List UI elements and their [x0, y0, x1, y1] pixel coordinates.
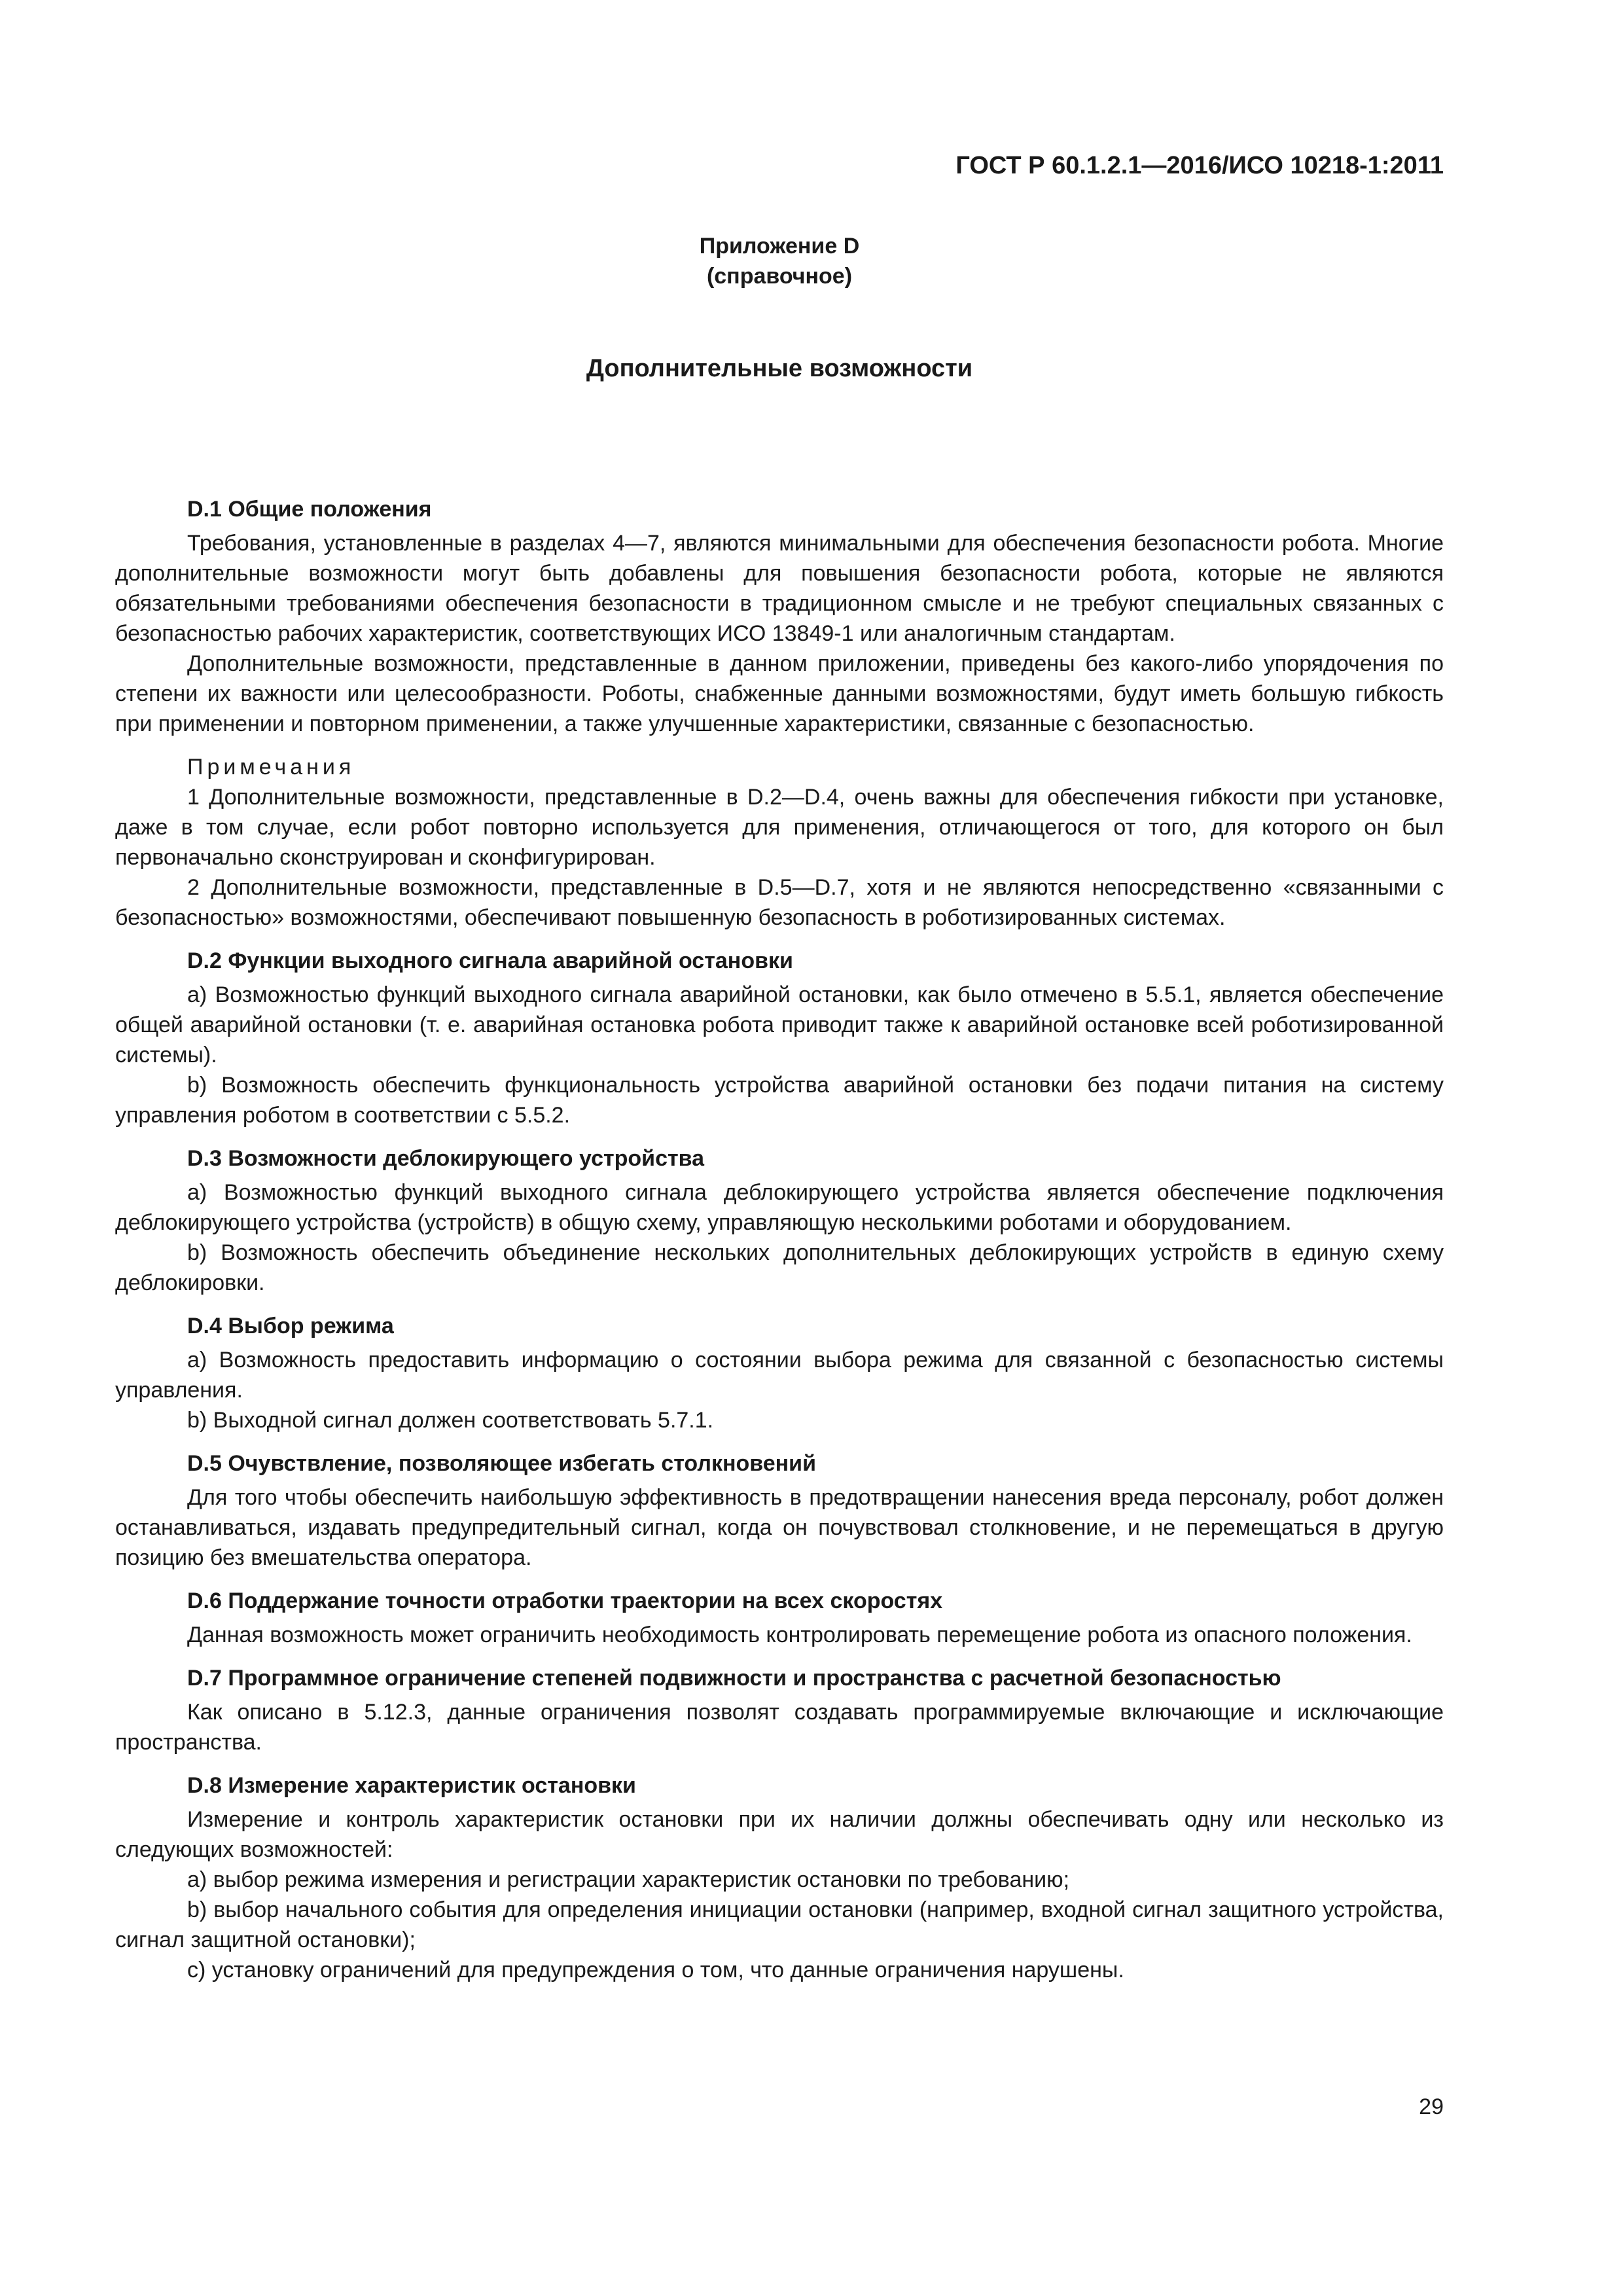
annex-title: Дополнительные возможности [586, 355, 973, 382]
list-item: а) Возможностью функций выходного сигнала деблокирующего устройства является обеспечение подключения деблокирующего устройства (устройств) в общую схему, управляющую несколькими роботами и оборудованием. [115, 1180, 1444, 1235]
section-d7 [115, 1663, 1444, 1757]
paragraph: Как описано в 5.12.3, данные ограничения позволят создавать программируемые включающие и исключающие пространства. [115, 1700, 1444, 1755]
section-d5 [115, 1448, 1444, 1573]
standard-code: ГОСТ Р 60.1.2.1—2016/ИСО 10218-1:2011 [955, 152, 1444, 179]
note-item: 2 Дополнительные возможности, представленные в D.5—D.7, хотя и не являются непосредственно «связанными с безопасностью» возможностями, обеспечивают повышенную безопасность в роботизированных системах. [115, 875, 1444, 930]
section-heading: D.6 Поддержание точности отработки траектории на всех скоростях [187, 1588, 943, 1613]
section-heading: D.3 Возможности деблокирующего устройства [187, 1146, 704, 1171]
list-item: b) Выходной сигнал должен соответствовать 5.7.1. [187, 1408, 714, 1433]
section-d6 [115, 1586, 1444, 1650]
list-item: с) установку ограничений для предупреждения о том, что данные ограничения нарушены. [187, 1958, 1124, 1982]
paragraph: Измерение и контроль характеристик остановки при их наличии должны обеспечивать одну или несколько из следующих возможностей: [115, 1807, 1444, 1862]
note-item: 1 Дополнительные возможности, представленные в D.2—D.4, очень важны для обеспечения гибкости при установке, даже в том случае, если робот повторно используется для применения, отличающегося от того, для которого он был первоначально сконструирован и сконфигурирован. [115, 785, 1444, 870]
section-d1 [115, 494, 1444, 933]
list-item: b) выбор начального события для определения инициации остановки (например, входной сигнал защитного устройства, сигнал защитной остановки); [115, 1897, 1444, 1952]
annex-label: Приложение D [699, 234, 860, 259]
section-heading: D.1 Общие положения [187, 497, 432, 522]
list-item: а) выбор режима измерения и регистрации характеристик остановки по требованию; [187, 1867, 1070, 1892]
paragraph: Требования, установленные в разделах 4—7, являются минимальными для обеспечения безопасности робота. Многие дополнительные возможности могут быть добавлены для повышения безопасности робота, которые не являются обязательными требованиями обеспечения безопасности в традиционном смысле и не требуют специальных связанных с безопасностью рабочих характеристик, соответствующих ИСО 13849-1 или аналогичным стандартам. [115, 531, 1444, 646]
paragraph: Дополнительные возможности, представленные в данном приложении, приведены без какого-либо упорядочения по степени их важности или целесообразности. Роботы, снабженные данными возможностями, будут иметь большую гибкость при применении и повторном применении, а также улучшенные характеристики, связанные с безопасностью. [115, 651, 1444, 736]
list-item: а) Возможность предоставить информацию о состоянии выбора режима для связанной с безопасностью системы управления. [115, 1348, 1444, 1403]
paragraph: Для того чтобы обеспечить наибольшую эффективность в предотвращении нанесения вреда персоналу, робот должен останавливаться, издавать предупредительный сигнал, когда он почувствовал столкновение, и не перемещаться в другую позицию без вмешательства оператора. [115, 1485, 1444, 1570]
section-heading: D.7 Программное ограничение степеней подвижности и пространства с расчетной безопасностью [187, 1666, 1281, 1691]
notes-heading: Примечания [187, 755, 355, 780]
section-d8 [115, 1770, 1444, 1985]
annex-header [115, 231, 1444, 291]
paragraph: Данная возможность может ограничить необходимость контролировать перемещение робота из опасного положения. [187, 1623, 1412, 1647]
section-d4 [115, 1311, 1444, 1435]
page-number: 29 [1419, 2094, 1444, 2119]
section-d2 [115, 946, 1444, 1130]
spacer [115, 739, 1444, 752]
section-heading: D.4 Выбор режима [187, 1314, 394, 1338]
list-item: а) Возможностью функций выходного сигнала аварийной остановки, как было отмечено в 5.5.1, является обеспечение общей аварийной остановки (т. е. аварийная остановка робота приводит также к аварийной остановке всей роботизированной системы). [115, 982, 1444, 1067]
list-item: b) Возможность обеспечить объединение нескольких дополнительных деблокирующих устройств в единую схему деблокировки. [115, 1240, 1444, 1295]
list-item: b) Возможность обеспечить функциональность устройства аварийной остановки без подачи питания на систему управления роботом в соответствии с 5.5.2. [115, 1073, 1444, 1128]
document-body [115, 494, 1444, 1985]
section-d3 [115, 1143, 1444, 1298]
section-heading: D.8 Измерение характеристик остановки [187, 1773, 636, 1798]
section-heading: D.5 Очувствление, позволяющее избегать столкновений [187, 1451, 816, 1476]
annex-type: (справочное) [706, 264, 853, 289]
section-heading: D.2 Функции выходного сигнала аварийной остановки [187, 948, 793, 973]
